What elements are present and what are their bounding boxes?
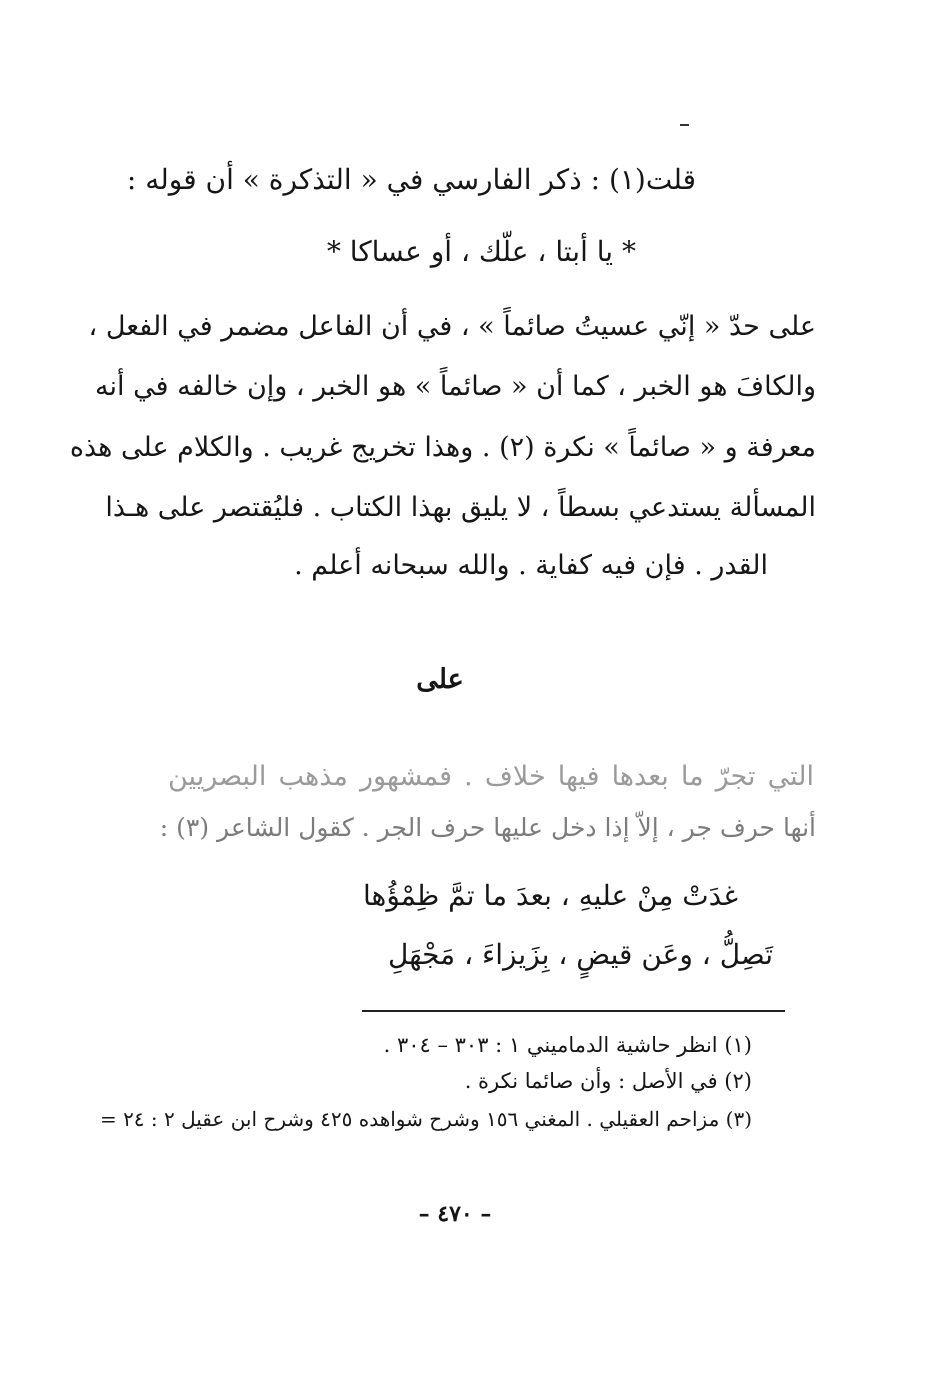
paragraph-1-line: والكافَ هو الخبر ، كما أن « صائماً » هو الخبر ، وإن خالفه في أنه bbox=[95, 371, 816, 402]
verse-2-line: غدَتْ مِنْ عليهِ ، بعدَ ما تمَّ ظِمْؤُها bbox=[363, 879, 738, 912]
intro-line: قلت(١) : ذكر الفارسي في « التذكرة » أن قوله : bbox=[126, 163, 696, 196]
ink-mark bbox=[680, 124, 689, 126]
paragraph-1-line: على حدّ « إنّي عسيتُ صائماً » ، في أن الفاعل مضمر في الفعل ، bbox=[88, 311, 816, 342]
verse-2-line: تَصِلُّ ، وعَن قيضٍ ، بِزَيزاءَ ، مَجْهَلِ bbox=[388, 938, 773, 971]
section-heading: على bbox=[416, 664, 464, 695]
footnote-separator bbox=[362, 1010, 785, 1012]
paragraph-1-line: القدر . فإن فيه كفاية . والله سبحانه أعلم . bbox=[294, 550, 768, 581]
paragraph-2-line: التي تجرّ ما بعدها فيها خلاف . فمشهور مذهب البصريين bbox=[168, 761, 814, 792]
footnote: (٣) مزاحم العقيلي . المغني ١٥٦ وشرح شواهده ٤٢٥ وشرح ابن عقيل ٢ : ٢٤ = bbox=[99, 1107, 752, 1131]
paragraph-1-line: معرفة و « صائماً » نكرة (٢) . وهذا تخريج غريب . والكلام على هذه bbox=[69, 432, 816, 463]
verse-1: * يا أبتا ، علّك ، أو عساكا * bbox=[326, 235, 636, 268]
footnote: (٢) في الأصل : وأن صائما نكرة . bbox=[464, 1069, 752, 1093]
page-number: – ٤٧٠ – bbox=[418, 1201, 492, 1227]
paragraph-1-line: المسألة يستدعي بسطاً ، لا يليق بهذا الكتاب . فليُقتصر على هـذا bbox=[105, 492, 816, 523]
paragraph-2-line: أنها حرف جر ، إلاّ إذا دخل عليها حرف الجر . كقول الشاعر (٣) : bbox=[159, 813, 816, 842]
footnote: (١) انظر حاشية الدماميني ١ : ٣٠٣ – ٣٠٤ . bbox=[383, 1033, 752, 1057]
